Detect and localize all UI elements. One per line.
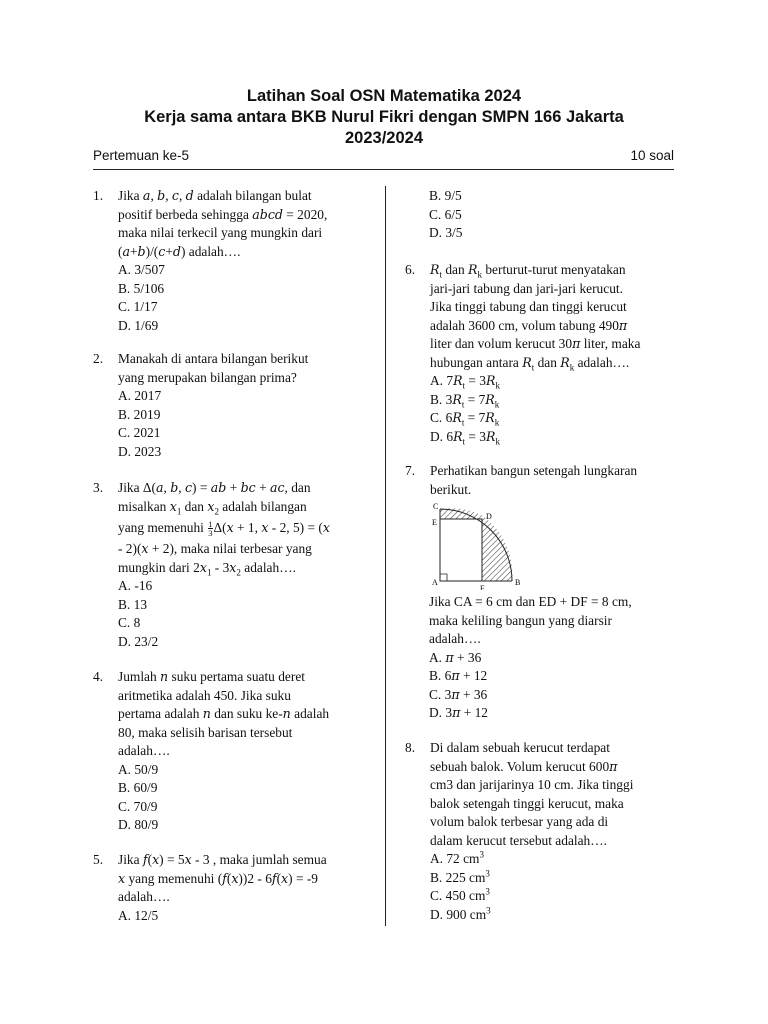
label-d: D — [486, 512, 492, 521]
question-text: cm3 dan jarijarinya 10 cm. Jika tinggi — [430, 777, 634, 792]
option-a: A. $7R_t = 3R_k$ — [430, 373, 500, 391]
question-number: 4. — [93, 669, 104, 684]
question-text: berikut. — [430, 481, 472, 497]
option-b: B. 6π + 12 — [429, 668, 488, 683]
question-text: (a+b)/(c+d) adalah…. — [118, 243, 241, 259]
page-title: Latihan Soal OSN Matematika 2024 — [246, 87, 522, 105]
label-e: E — [432, 518, 437, 527]
question-number: 7. — [405, 463, 416, 478]
question-text: Di dalam sebuah kerucut terdapat — [430, 740, 610, 755]
option-c: C. 3π + 36 — [429, 686, 488, 702]
option-c: C. 450 $cm^3$ — [430, 886, 490, 903]
option-c: C. 8 — [118, 615, 141, 630]
option-c: C. 70/9 — [118, 798, 158, 814]
option-a: A. 72 $cm^3$ — [430, 849, 484, 866]
option-c: C. 1/17 — [118, 299, 158, 314]
question-text: aritmetika adalah 450. Jika suku — [118, 687, 291, 703]
label-a: A — [432, 578, 438, 587]
question-text: pertama adalah n dan suku ke-n adalah — [118, 706, 330, 721]
question-text: adalah…. — [118, 889, 170, 904]
question-number: 3. — [93, 480, 104, 495]
question-text: hubungan antara $R_t$ dan $R_k$ adalah…. — [430, 354, 630, 373]
question-text: $R_t$ dan $R_k$ berturut-turut menyatakan — [430, 262, 626, 280]
option-a: A. 2017 — [118, 388, 162, 403]
question-text: Jika Δ(a, b, c) = ab + bc + ac, dan — [118, 480, 311, 495]
question-text: jari-jari tabung dan jari-jari kerucut. — [430, 280, 623, 296]
question-text: 80, maka selisih barisan tersebut — [118, 724, 293, 740]
question-text: - 2)(x + 2), maka nilai terbesar yang — [118, 541, 312, 556]
question-7-continued — [429, 593, 632, 723]
option-d: D. 3/5 — [429, 225, 463, 240]
question-text: Jika a, b, c, d adalah bilangan bulat — [118, 188, 312, 203]
option-a: A. 12/5 — [118, 907, 159, 923]
question-text: volum balok terbesar yang ada di — [430, 814, 609, 829]
option-a: A. 3/507 — [118, 262, 165, 277]
shaded-region-top — [440, 508, 482, 519]
question-text: positif berbeda sehingga abcd = 2020, — [118, 206, 328, 222]
label-b: B — [515, 578, 521, 587]
header-divider — [93, 169, 674, 170]
column-divider — [385, 186, 386, 926]
option-a: A. 50/9 — [118, 761, 159, 777]
option-d: D. 1/69 — [118, 317, 159, 333]
question-text: maka nilai terkecil yang mungkin dari — [118, 225, 323, 240]
question-text: balok setengah tinggi kerucut, maka — [430, 795, 624, 811]
question-text: Jumlah n suku pertama suatu deret — [118, 669, 305, 684]
option-c: C. 2021 — [118, 425, 161, 440]
option-d: D. 80/9 — [118, 817, 159, 832]
page-subtitle: Kerja sama antara BKB Nurul Fikri dengan SMPN 166 Jakarta — [144, 108, 624, 126]
question-text: Jika CA = 6 cm dan ED + DF = 8 cm, — [429, 594, 632, 609]
question-text: misalkan $x_1$ dan $x_2$ adalah bilangan — [118, 498, 307, 517]
question-number: 8. — [405, 740, 416, 755]
option-b: B. 60/9 — [118, 780, 158, 795]
question-number: 1. — [93, 188, 104, 203]
option-b: B. 9/5 — [429, 188, 462, 203]
question-text: adalah…. — [429, 631, 481, 646]
question-text: maka keliling bangun yang diarsir — [429, 612, 612, 628]
option-d: D. 23/2 — [118, 633, 159, 649]
question-text: Jika tinggi tabung dan tinggi kerucut — [430, 299, 627, 314]
question-text: Manakah di antara bilangan berikut — [118, 351, 309, 366]
right-angle-mark — [440, 574, 447, 581]
question-text: adalah…. — [118, 743, 170, 758]
question-text: Jika f(x) = 5x - 3 , maka jumlah semua — [118, 852, 327, 867]
question-count: 10 soal — [630, 148, 674, 163]
option-b: B. 13 — [118, 596, 148, 612]
option-b: B. 2019 — [118, 406, 161, 422]
question-text: yang merupakan bilangan prima? — [118, 369, 297, 385]
question-text: sebuah balok. Volum kerucut 600π — [430, 758, 618, 774]
question-text: dalam kerucut tersebut adalah…. — [430, 832, 607, 848]
option-d: D. 2023 — [118, 443, 162, 459]
option-c: C. $6R_t = 7R_k$ — [430, 410, 500, 428]
question-number: 5. — [93, 852, 104, 867]
shaded-region-right — [482, 515, 512, 581]
question-text: adalah 3600 cm, volum tabung 490π — [430, 317, 628, 333]
question-text: liter dan volum kerucut 30π liter, maka — [430, 336, 641, 351]
option-b: B. 5/106 — [118, 280, 165, 296]
rectangle-edfa — [440, 519, 482, 581]
option-d: D. $6R_t = 3R_k$ — [430, 428, 500, 447]
option-d: D. 900 $cm^3$ — [430, 905, 491, 922]
option-b: B. 225 $cm^3$ — [430, 868, 490, 885]
label-c: C — [433, 502, 439, 511]
question-5-continued — [429, 187, 462, 243]
semicircle-figure — [429, 500, 539, 590]
label-f: F — [480, 584, 485, 590]
option-b: B. $3R_t = 7R_k$ — [430, 391, 500, 410]
option-a: A. -16 — [118, 578, 153, 593]
meeting-label: Pertemuan ke-5 — [93, 148, 190, 163]
question-text: mungkin dari $2x_1 - 3x_2$ adalah…. — [118, 559, 296, 578]
option-a: A. π + 36 — [429, 649, 482, 665]
fraction-one-third: $\frac{1}{3}$ — [208, 519, 213, 539]
option-c: C. 6/5 — [429, 206, 462, 222]
question-text: yang memenuhi $\frac{1}{3}$ Δ(x + 1, x - 2, 5) = (x — [118, 519, 330, 539]
academic-year: 2023/2024 — [345, 129, 423, 147]
question-text: x yang memenuhi (f(x))2 - 6f(x) = -9 — [118, 870, 319, 886]
question-text: Perhatikan bangun setengah lungkaran — [430, 463, 638, 478]
option-d: D. 3π + 12 — [429, 705, 488, 720]
question-number: 2. — [93, 351, 104, 366]
question-number: 6. — [405, 262, 416, 277]
